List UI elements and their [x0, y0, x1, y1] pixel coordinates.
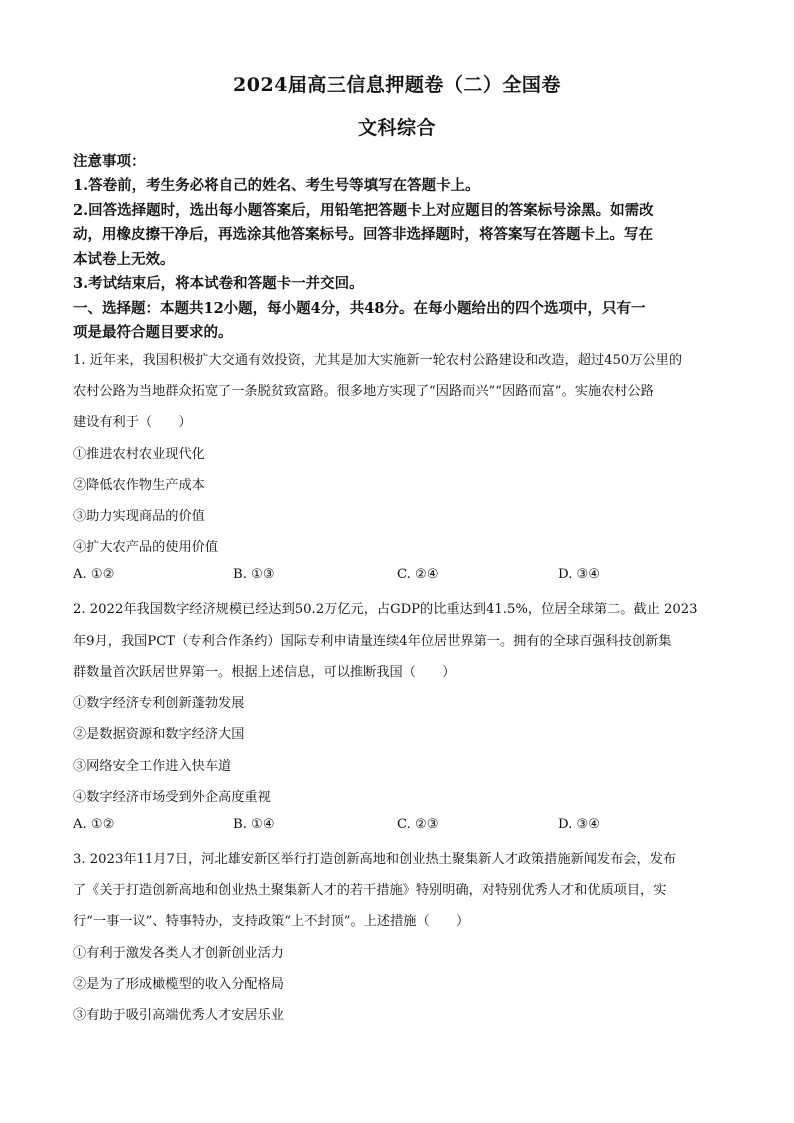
notice-item-2-line-1: 2.回答选择题时，选出每小题答案后，用铅笔把答题卡上对应题目的答案标号涂黑。如需改 — [73, 202, 654, 219]
q1-stem-line-1: 1. 近年来，我国积极扩大交通有效投资，尤其是加大实施新一轮农村公路建设和改造，超过450万公里的 — [73, 353, 683, 368]
exam-subject: 文科综合 — [357, 117, 436, 139]
q1-option-a: A. ①② — [73, 567, 115, 582]
notice-item-2-line-3: 本试卷上无效。 — [73, 251, 175, 268]
q1-option-b: B. ①③ — [233, 567, 275, 582]
q1-statement-1: ①推进农村农业现代化 — [73, 447, 205, 462]
q3-stem-line-2: 了《关于打造创新高地和创业热土聚集新人才的若干措施》特别明确，对特别优秀人才和优质项目，实 — [73, 883, 667, 898]
q1-statement-2: ②降低农作物生产成本 — [73, 478, 205, 493]
q1-stem-line-3: 建设有利于（ ） — [73, 415, 192, 430]
exam-title: 2024届高三信息押题卷（二）全国卷 — [233, 74, 561, 96]
q1-statement-3: ③助力实现商品的价值 — [73, 509, 205, 524]
q2-statement-2: ②是数据资源和数字经济大国 — [73, 727, 245, 742]
q3-statement-1: ①有利于激发各类人才创新创业活力 — [73, 946, 284, 961]
q3-stem-line-3: 行“一事一议”、特事特办，支持政策“上不封顶”。上述措施（ ） — [73, 914, 470, 929]
q1-stem-line-2: 农村公路为当地群众拓宽了一条脱贫致富路。很多地方实现了“因路而兴”“因路而富”。实施农村公路 — [73, 384, 654, 399]
q2-option-b: B. ①④ — [233, 817, 275, 832]
notice-heading: 注意事项： — [73, 153, 146, 170]
q2-option-a: A. ①② — [73, 817, 115, 832]
q2-option-d: D. ③④ — [558, 817, 601, 832]
q2-option-c: C. ②③ — [397, 817, 439, 832]
q3-statement-3: ③有助于吸引高端优秀人才安居乐业 — [73, 1008, 284, 1023]
section-heading-line-2: 项是最符合题目要求的。 — [73, 324, 233, 341]
q2-statement-3: ③网络安全工作进入快车道 — [73, 759, 232, 774]
q2-stem-line-1: 2. 2022年我国数字经济规模已经达到50.2万亿元，占GDP的比重达到41.5%，位居全球第二。截止 2023 — [73, 602, 698, 617]
q2-statement-1: ①数字经济专利创新蓬勃发展 — [73, 696, 245, 711]
q1-option-c: C. ②④ — [397, 567, 439, 582]
q2-statement-4: ④数字经济市场受到外企高度重视 — [73, 790, 271, 805]
notice-item-2-line-2: 动，用橡皮擦干净后，再选涂其他答案标号。回答非选择题时，将答案写在答题卡上。写在 — [73, 226, 653, 243]
q3-statement-2: ②是为了形成橄榄型的收入分配格局 — [73, 977, 284, 992]
q1-option-d: D. ③④ — [558, 567, 601, 582]
q3-stem-line-1: 3. 2023年11月7日，河北雄安新区举行打造创新高地和创业热土聚集新人才政策措施新闻发布会，发布 — [73, 852, 677, 867]
notice-item-3: 3.考试结束后，将本试卷和答题卡一并交回。 — [73, 275, 364, 292]
q1-statement-4: ④扩大农产品的使用价值 — [73, 540, 219, 555]
q2-stem-line-2: 年9月，我国PCT（专利合作条约）国际专利申请量连续4年位居世界第一。拥有的全球百强科技创新集 — [73, 634, 672, 649]
section-heading-line-1: 一、选择题：本题共12小题，每小题4分，共48分。在每小题给出的四个选项中，只有一 — [73, 300, 646, 317]
notice-item-1: 1.答卷前，考生务必将自己的姓名、考生号等填写在答题卡上。 — [73, 177, 480, 194]
q2-stem-line-3: 群数量首次跃居世界第一。根据上述信息，可以推断我国（ ） — [73, 665, 456, 680]
